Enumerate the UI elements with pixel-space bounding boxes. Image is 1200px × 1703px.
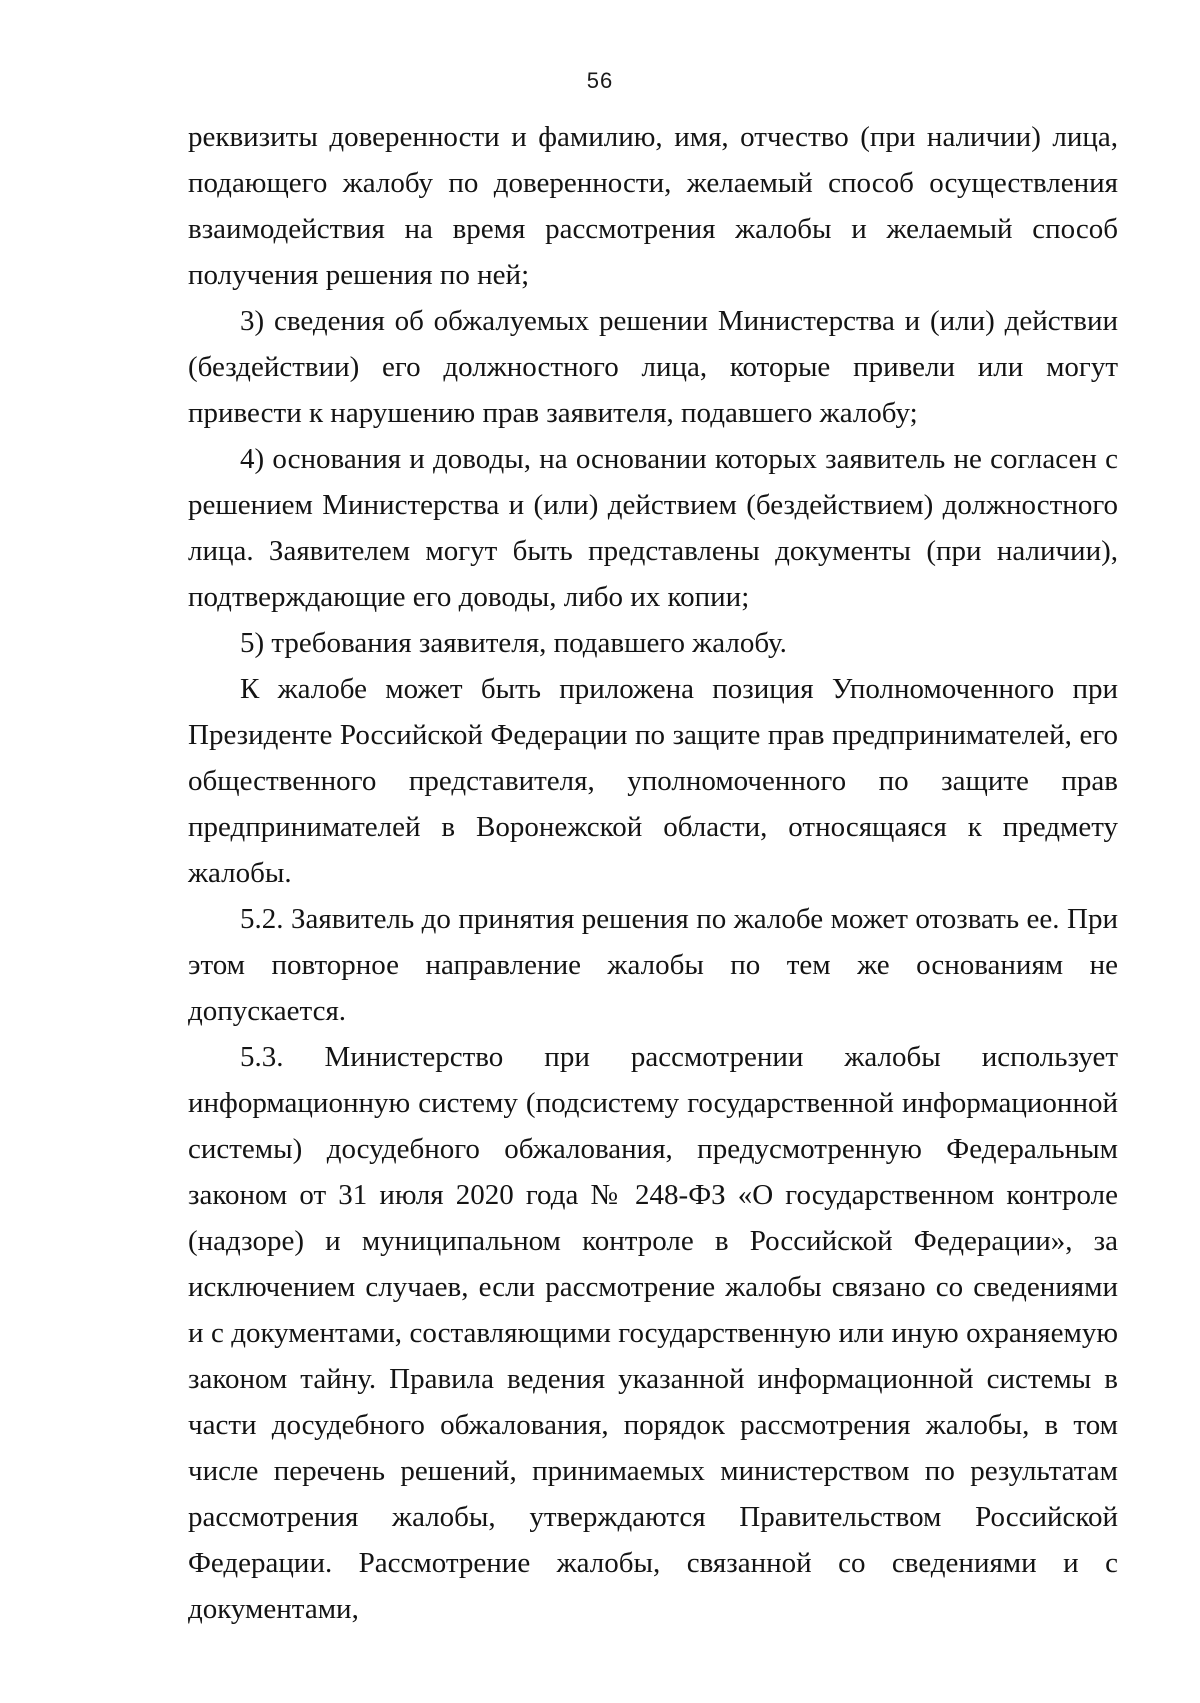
paragraph-ombudsman-position: К жалобе может быть приложена позиция Уполномоченного при Президенте Российской Федерации по защите прав предпринимателей, его общественного представителя, уполномоченного по защите прав предпринимателей в Воронежской области, относящаяся к предмету жалобы.	[188, 673, 1118, 889]
paragraph-continuation: реквизиты доверенности и фамилию, имя, отчество (при наличии) лица, подающего жалобу по доверенности, желаемый способ осуществления взаимодействия на время рассмотрения жалобы и желаемый способ получения решения по ней;	[188, 121, 1118, 291]
paragraph-item-3: 3) сведения об обжалуемых решении Министерства и (или) действии (бездействии) его должностного лица, которые привели или могут привести к нарушению прав заявителя, подавшего жалобу;	[188, 305, 1118, 429]
document-body	[188, 114, 1118, 1632]
page-number: 56	[586, 68, 614, 93]
paragraph-section-5-2: 5.2. Заявитель до принятия решения по жалобе может отозвать ее. При этом повторное направление жалобы по тем же основаниям не допускается.	[188, 903, 1118, 1027]
paragraph-item-5: 5) требования заявителя, подавшего жалобу.	[240, 627, 787, 659]
paragraph-item-4: 4) основания и доводы, на основании которых заявитель не согласен с решением Министерства и (или) действием (бездействием) должностного лица. Заявителем могут быть представлены документы (при наличии), подтверждающие его доводы, либо их копии;	[188, 443, 1118, 613]
paragraph-section-5-3: 5.3. Министерство при рассмотрении жалобы использует информационную систему (подсистему государственной информационной системы) досудебного обжалования, предусмотренную Федеральным законом от 31 июля 2020 года № 248-ФЗ «О государственном контроле (надзоре) и муниципальном контроле в Российской Федерации», за исключением случаев, если рассмотрение жалобы связано со сведениями и с документами, составляющими государственную или иную охраняемую законом тайну. Правила ведения указанной информационной системы в части досудебного обжалования, порядок рассмотрения жалобы, в том числе перечень решений, принимаемых министерством по результатам рассмотрения жалобы, утверждаются Правительством Российской Федерации. Рассмотрение жалобы, связанной со сведениями и с документами,	[188, 1041, 1118, 1625]
